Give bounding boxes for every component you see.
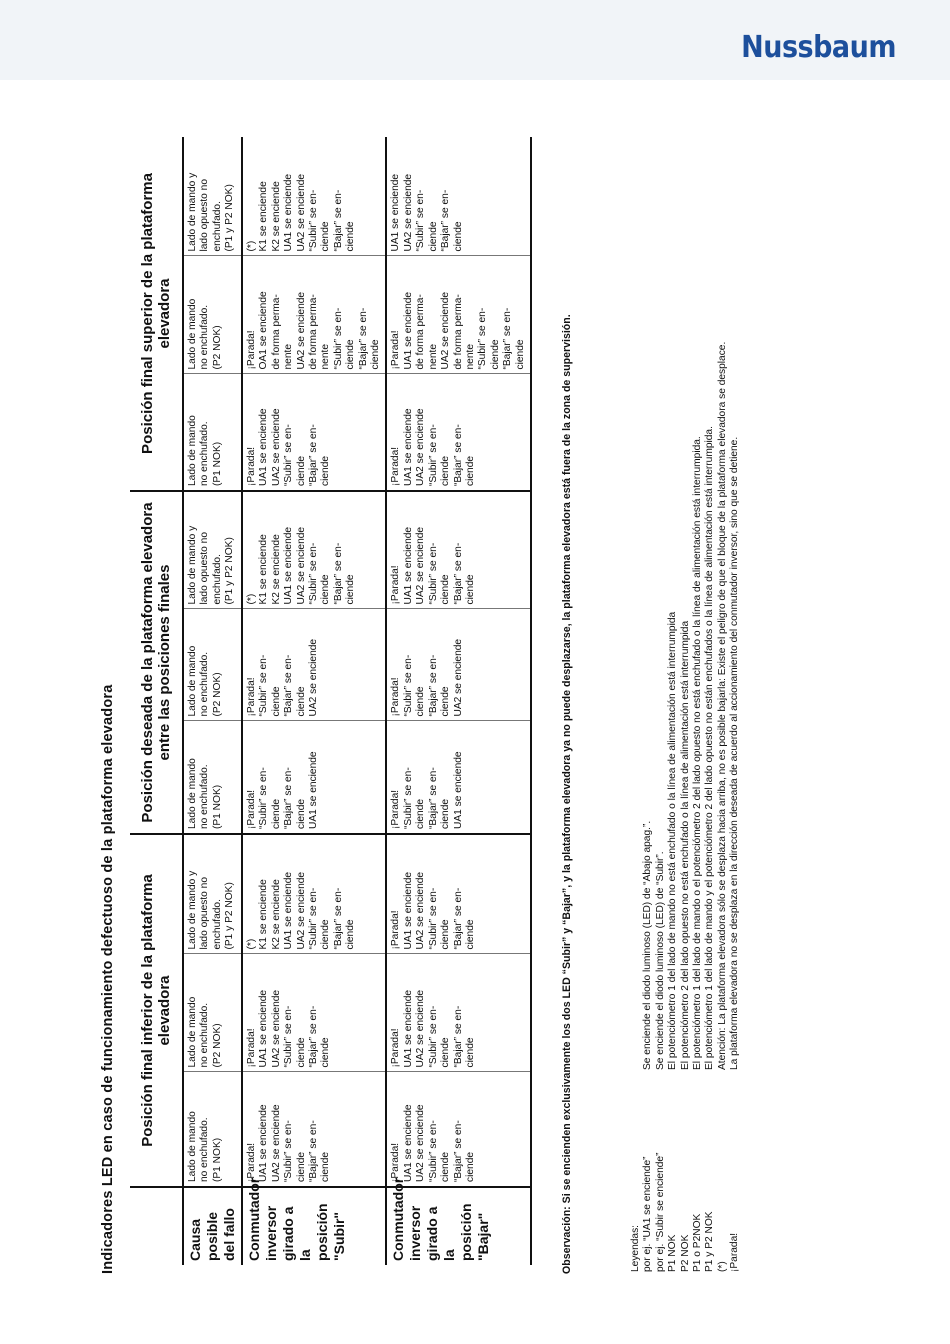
- table-cell: ¡Parada! UA1 se enciende UA2 se enciende “Subir” se en- ciende “Bajar” se en- ciende: [386, 1072, 530, 1187]
- legend-item: [642, 342, 654, 1272]
- cause-cell: Lado de mando no enchufado. (P1 NOK): [183, 374, 242, 491]
- bajar-row: [386, 137, 530, 1265]
- cause-cell: Lado de mando y lado opuesto no enchufado. (P1 y P2 NOK): [183, 137, 242, 256]
- table-cell: UA1 se enciende UA2 se enciende “Subir” se en- ciende “Bajar” se en- ciende: [386, 137, 530, 256]
- subir-row: [242, 137, 386, 1265]
- led-indicator-table: [130, 137, 532, 1265]
- legend-value: Atención: La plataforma elevadora sólo se desplaza hacia arriba, no es posible bajarla: Existe el peligro de que el bloque de la plataforma elevadora se desplace.: [716, 341, 728, 1070]
- cause-cell: Lado de mando no enchufado. (P1 NOK): [183, 721, 242, 834]
- table-cell: ¡Parada! UA1 se enciende UA2 se enciende “Subir” se en- ciende “Bajar” se en- ciende: [386, 954, 530, 1072]
- table-cell: ¡Parada! UA1 se enciende de forma perma- nente UA2 se enciende de forma perma- nente “Subir” se en- ciende “Bajar” se en- ciende: [386, 256, 530, 374]
- legend-key: Leyendas:: [630, 1224, 641, 1272]
- cause-cell: Lado de mando no enchufado. (P1 NOK): [183, 1072, 242, 1187]
- table-cell: ¡Parada! UA1 se enciende UA2 se enciende “Subir” se en- ciende “Bajar” se en- ciende: [242, 1072, 386, 1187]
- header-empty: [130, 1187, 183, 1265]
- legend-value: El potenciómetro 1 del lado de mando o el potenciómetro 2 del lado opuesto no está enchufado o la línea de alimentación está interrumpida.: [692, 436, 704, 1070]
- table-cell: ¡Parada! UA1 se enciende UA2 se enciende “Subir” se en- ciende “Bajar” se en- ciende: [386, 834, 530, 954]
- legend-value: Se enciende el diodo luminoso (LED) de “Subir”.: [654, 851, 666, 1070]
- legend-item: [655, 342, 667, 1272]
- cause-label: Causa posible del fallo: [183, 1187, 242, 1265]
- table-cell: ¡Parada! “Subir” se en- ciende “Bajar” se en- ciende UA2 se enciende: [242, 609, 386, 721]
- table-cell: (*) K1 se enciende K2 se enciende UA1 se enciende UA2 se enciende “Subir” se en- ciende “Bajar” se en- ciende: [242, 491, 386, 609]
- legend-key: ¡Parada!: [729, 1232, 741, 1272]
- legend: [630, 342, 742, 1272]
- table-cell: ¡Parada! “Subir” se en- ciende “Bajar” se en- ciende UA1 se enciende: [242, 721, 386, 834]
- row-label-bajar: Conmutador inversor girado a la posición "Bajar": [386, 1187, 530, 1265]
- cause-cell: Lado de mando y lado opuesto no enchufado. (P1 y P2 NOK): [183, 491, 242, 609]
- group-header-upper: Posición final superior de la plataforma elevadora: [130, 137, 183, 491]
- remark-note: Observación: Si se encienden exclusivamente los dos LED “Subir” y “Bajar”, y la plataforma elevadora ya no puede desplazarse, la plataforma elevadora está fuera de la zona de supervisión.: [561, 314, 573, 1274]
- legend-value: El potenciómetro 1 del lado de mando no está enchufado o la línea de alimentación está interrumpida: [667, 611, 679, 1070]
- legend-key: por ej. “Subir se enciende”: [654, 1152, 666, 1272]
- table-cell: ¡Parada! UA1 se enciende UA2 se enciende “Subir” se en- ciende “Bajar” se en- ciende: [242, 954, 386, 1072]
- table-cell: ¡Parada! UA1 se enciende UA2 se enciende “Subir” se en- ciende “Bajar” se en- ciende: [242, 374, 386, 491]
- legend-value: El potenciómetro 2 del lado opuesto no está enchufado o la línea de alimentación está interrumpida: [679, 620, 691, 1070]
- legend-key: P2 NOK: [679, 1234, 691, 1272]
- group-header-middle: Posición deseada de la plataforma elevadora entre las posiciones finales: [130, 491, 183, 834]
- legend-key: P1 o P2NOK: [692, 1213, 704, 1272]
- cause-cell: Lado de mando no enchufado. (P2 NOK): [183, 954, 242, 1072]
- legend-key: P1 NOK: [667, 1234, 679, 1272]
- legend-key: (*): [716, 1261, 728, 1272]
- table-cell: (*) K1 se enciende K2 se enciende UA1 se enciende UA2 se enciende “Subir” se en- ciende “Bajar” se en- ciende: [242, 834, 386, 954]
- legend-item: [692, 342, 704, 1272]
- legend-key: por ej. “UA1 se enciende”: [642, 1156, 654, 1272]
- rotated-page-content: [60, 49, 940, 1274]
- group-header-lower: Posición final inferior de la plataforma elevadora: [130, 834, 183, 1187]
- table-cell: ¡Parada! “Subir” se en- ciende “Bajar” se en- ciende UA1 se enciende: [386, 721, 530, 834]
- table-cell: ¡Parada! “Subir” se en- ciende “Bajar” se en- ciende UA2 se enciende: [386, 609, 530, 721]
- brand-logo: Nussbaum: [741, 30, 896, 65]
- legend-item: [667, 342, 679, 1272]
- legend-item: [704, 342, 716, 1272]
- cause-row: [183, 137, 242, 1265]
- cause-cell: Lado de mando y lado opuesto no enchufado. (P1 y P2 NOK): [183, 834, 242, 954]
- legend-value: El potenciómetro 1 del lado de mando y el potenciómetro 2 del lado opuesto no están enchufados o la línea de alimentación está interrumpida.: [704, 426, 716, 1070]
- cause-cell: Lado de mando no enchufado. (P2 NOK): [183, 256, 242, 374]
- legend-item: [680, 342, 692, 1272]
- legend-value: Se enciende el diodo luminoso (LED) de “Abajo apag.”.: [642, 820, 654, 1070]
- legend-item: [630, 342, 642, 1272]
- legend-key: P1 y P2 NOK: [704, 1211, 716, 1272]
- table-cell: (*) K1 se enciende K2 se enciende UA1 se enciende UA2 se enciende “Subir” se en- ciende “Bajar” se en- ciende: [242, 137, 386, 256]
- page-title: Indicadores LED en caso de funcionamiento defectuoso de la plataforma elevadora: [100, 684, 116, 1274]
- row-label-subir: Conmutador inversor girado a la posición "Subir": [242, 1187, 386, 1265]
- legend-item: [717, 342, 729, 1272]
- table-cell: ¡Parada! UA1 se enciende UA2 se enciende “Subir” se en- ciende “Bajar” se en- ciende: [386, 491, 530, 609]
- table-cell: ¡Parada! OA1 se enciende de forma perma- nente UA2 se enciende de forma perma- nente “Subir” se en- ciende “Bajar” se en- ciende: [242, 256, 386, 374]
- legend-value: La plataforma elevadora no se desplaza en la dirección deseada de acuerdo al accionamiento del conmutador inversor, sino que se detiene.: [729, 436, 741, 1070]
- legend-item: [729, 342, 741, 1272]
- cause-cell: Lado de mando no enchufado. (P2 NOK): [183, 609, 242, 721]
- table-cell: ¡Parada! UA1 se enciende UA2 se enciende “Subir” se en- ciende “Bajar” se en- ciende: [386, 374, 530, 491]
